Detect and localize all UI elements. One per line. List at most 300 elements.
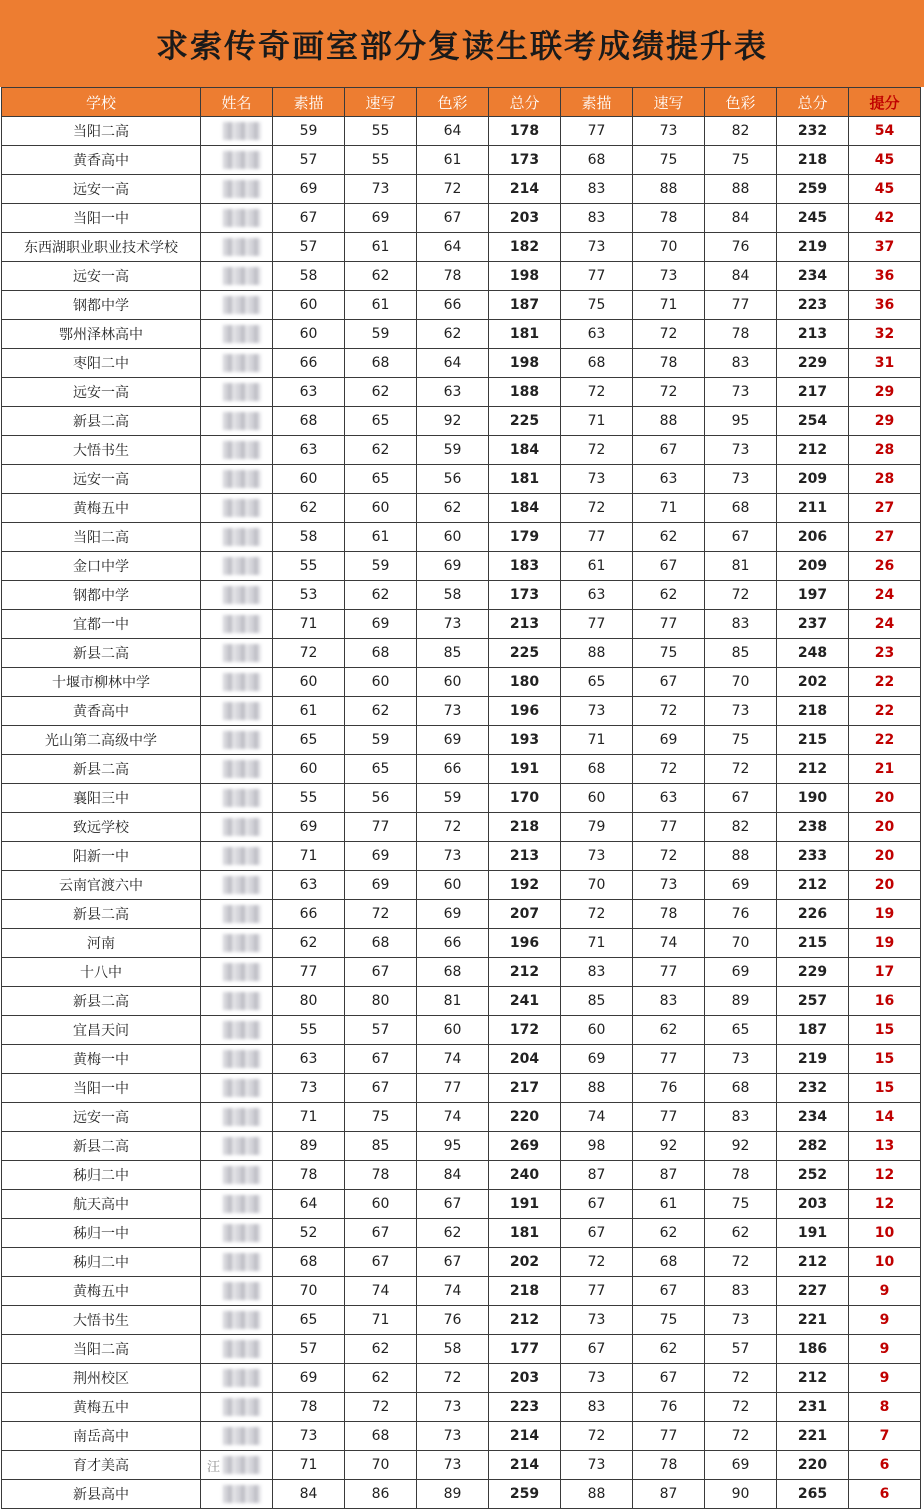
school-cell: 金口中学 xyxy=(2,552,201,581)
color-before-cell: 59 xyxy=(417,436,489,465)
quick-after-cell: 63 xyxy=(633,465,705,494)
table-row xyxy=(2,146,921,175)
sketch-after-cell: 61 xyxy=(561,552,633,581)
color-after-cell: 67 xyxy=(705,784,777,813)
name-cell xyxy=(201,1422,273,1451)
color-before-cell: 64 xyxy=(417,349,489,378)
name-redaction-blur xyxy=(223,151,261,169)
table-row xyxy=(2,813,921,842)
gain-cell: 10 xyxy=(849,1248,921,1277)
total-before-cell: 179 xyxy=(489,523,561,552)
school-cell: 致远学校 xyxy=(2,813,201,842)
student-name xyxy=(201,443,207,458)
sketch-after-cell: 60 xyxy=(561,784,633,813)
total-after-cell: 232 xyxy=(777,1074,849,1103)
gain-cell: 22 xyxy=(849,697,921,726)
name-cell xyxy=(201,262,273,291)
total-before-cell: 269 xyxy=(489,1132,561,1161)
quick-after-cell: 76 xyxy=(633,1074,705,1103)
sketch-before-cell: 70 xyxy=(273,1277,345,1306)
school-cell: 远安一高 xyxy=(2,465,201,494)
student-name xyxy=(201,269,207,284)
color-after-cell: 76 xyxy=(705,900,777,929)
quick-before-cell: 68 xyxy=(345,1422,417,1451)
name-redaction-blur xyxy=(223,702,261,720)
total-after-cell: 223 xyxy=(777,291,849,320)
sketch-before-cell: 71 xyxy=(273,1451,345,1480)
gain-cell: 10 xyxy=(849,1219,921,1248)
gain-cell: 22 xyxy=(849,726,921,755)
gain-cell: 6 xyxy=(849,1480,921,1509)
school-cell: 当阳二高 xyxy=(2,523,201,552)
student-name xyxy=(201,153,207,168)
quick-before-cell: 59 xyxy=(345,320,417,349)
student-name xyxy=(201,1313,207,1328)
quick-before-cell: 59 xyxy=(345,552,417,581)
quick-after-cell: 77 xyxy=(633,1422,705,1451)
student-name xyxy=(201,1255,207,1270)
student-name xyxy=(201,1052,207,1067)
total-after-cell: 252 xyxy=(777,1161,849,1190)
gain-cell: 19 xyxy=(849,929,921,958)
gain-cell: 20 xyxy=(849,784,921,813)
total-before-cell: 193 xyxy=(489,726,561,755)
name-cell xyxy=(201,697,273,726)
gain-cell: 9 xyxy=(849,1306,921,1335)
color-before-cell: 73 xyxy=(417,610,489,639)
color-before-cell: 84 xyxy=(417,1161,489,1190)
total-before-cell: 203 xyxy=(489,204,561,233)
quick-before-cell: 67 xyxy=(345,1219,417,1248)
name-redaction-blur xyxy=(223,1369,261,1387)
color-after-cell: 72 xyxy=(705,1248,777,1277)
sketch-before-cell: 60 xyxy=(273,320,345,349)
student-name xyxy=(201,1371,207,1386)
sketch-before-cell: 72 xyxy=(273,639,345,668)
total-after-cell: 226 xyxy=(777,900,849,929)
sketch-before-cell: 69 xyxy=(273,175,345,204)
gain-cell: 27 xyxy=(849,494,921,523)
header-school: 学校 xyxy=(2,88,201,117)
color-after-cell: 75 xyxy=(705,146,777,175)
color-after-cell: 83 xyxy=(705,610,777,639)
student-name xyxy=(201,762,207,777)
total-before-cell: 196 xyxy=(489,697,561,726)
quick-after-cell: 73 xyxy=(633,117,705,146)
table-row xyxy=(2,117,921,146)
quick-after-cell: 67 xyxy=(633,668,705,697)
name-cell xyxy=(201,1306,273,1335)
color-before-cell: 62 xyxy=(417,320,489,349)
total-after-cell: 220 xyxy=(777,1451,849,1480)
total-after-cell: 212 xyxy=(777,1364,849,1393)
table-row xyxy=(2,349,921,378)
total-before-cell: 184 xyxy=(489,494,561,523)
sketch-before-cell: 58 xyxy=(273,523,345,552)
total-before-cell: 223 xyxy=(489,1393,561,1422)
color-after-cell: 73 xyxy=(705,378,777,407)
sketch-before-cell: 84 xyxy=(273,1480,345,1509)
table-row xyxy=(2,320,921,349)
name-cell xyxy=(201,1045,273,1074)
sketch-after-cell: 72 xyxy=(561,436,633,465)
color-after-cell: 88 xyxy=(705,175,777,204)
quick-before-cell: 55 xyxy=(345,117,417,146)
sketch-after-cell: 73 xyxy=(561,1306,633,1335)
name-redaction-blur xyxy=(223,934,261,952)
sketch-before-cell: 55 xyxy=(273,552,345,581)
total-before-cell: 172 xyxy=(489,1016,561,1045)
total-after-cell: 186 xyxy=(777,1335,849,1364)
quick-before-cell: 62 xyxy=(345,436,417,465)
student-name xyxy=(201,1226,207,1241)
quick-after-cell: 75 xyxy=(633,1306,705,1335)
gain-cell: 54 xyxy=(849,117,921,146)
table-row xyxy=(2,1393,921,1422)
color-before-cell: 59 xyxy=(417,784,489,813)
name-redaction-blur xyxy=(223,209,261,227)
color-after-cell: 83 xyxy=(705,1103,777,1132)
color-after-cell: 85 xyxy=(705,639,777,668)
school-cell: 秭归二中 xyxy=(2,1161,201,1190)
total-after-cell: 265 xyxy=(777,1480,849,1509)
color-before-cell: 66 xyxy=(417,929,489,958)
quick-before-cell: 62 xyxy=(345,1364,417,1393)
name-cell xyxy=(201,1335,273,1364)
total-before-cell: 214 xyxy=(489,1422,561,1451)
header-row xyxy=(2,88,921,117)
name-redaction-blur xyxy=(223,1485,261,1503)
sketch-before-cell: 57 xyxy=(273,233,345,262)
sketch-after-cell: 77 xyxy=(561,610,633,639)
total-after-cell: 212 xyxy=(777,1248,849,1277)
quick-after-cell: 72 xyxy=(633,842,705,871)
quick-before-cell: 61 xyxy=(345,523,417,552)
total-after-cell: 232 xyxy=(777,117,849,146)
student-name xyxy=(201,675,207,690)
name-cell xyxy=(201,523,273,552)
quick-before-cell: 57 xyxy=(345,1016,417,1045)
student-name xyxy=(201,733,207,748)
total-after-cell: 187 xyxy=(777,1016,849,1045)
color-after-cell: 68 xyxy=(705,494,777,523)
name-cell xyxy=(201,813,273,842)
quick-before-cell: 72 xyxy=(345,900,417,929)
quick-after-cell: 77 xyxy=(633,1103,705,1132)
school-cell: 黄香高中 xyxy=(2,146,201,175)
sketch-before-cell: 73 xyxy=(273,1422,345,1451)
color-after-cell: 70 xyxy=(705,668,777,697)
gain-cell: 9 xyxy=(849,1364,921,1393)
table-row xyxy=(2,1074,921,1103)
total-before-cell: 240 xyxy=(489,1161,561,1190)
sketch-before-cell: 78 xyxy=(273,1161,345,1190)
color-after-cell: 77 xyxy=(705,291,777,320)
quick-after-cell: 67 xyxy=(633,1364,705,1393)
table-row xyxy=(2,262,921,291)
quick-before-cell: 67 xyxy=(345,1248,417,1277)
table-row xyxy=(2,958,921,987)
color-after-cell: 78 xyxy=(705,320,777,349)
school-cell: 新县二高 xyxy=(2,1132,201,1161)
gain-cell: 28 xyxy=(849,465,921,494)
total-before-cell: 218 xyxy=(489,813,561,842)
student-name xyxy=(201,1110,207,1125)
name-redaction-blur xyxy=(223,760,261,778)
color-after-cell: 81 xyxy=(705,552,777,581)
name-redaction-blur xyxy=(223,1195,261,1213)
color-after-cell: 67 xyxy=(705,523,777,552)
color-before-cell: 64 xyxy=(417,117,489,146)
school-cell: 新县高中 xyxy=(2,1480,201,1509)
color-before-cell: 68 xyxy=(417,958,489,987)
sketch-after-cell: 83 xyxy=(561,958,633,987)
table-row xyxy=(2,639,921,668)
quick-after-cell: 74 xyxy=(633,929,705,958)
quick-after-cell: 71 xyxy=(633,291,705,320)
table-row xyxy=(2,436,921,465)
total-after-cell: 218 xyxy=(777,146,849,175)
total-after-cell: 218 xyxy=(777,697,849,726)
quick-after-cell: 88 xyxy=(633,175,705,204)
total-before-cell: 213 xyxy=(489,842,561,871)
total-before-cell: 177 xyxy=(489,1335,561,1364)
sketch-after-cell: 69 xyxy=(561,1045,633,1074)
name-cell xyxy=(201,1480,273,1509)
table-row xyxy=(2,726,921,755)
total-after-cell: 197 xyxy=(777,581,849,610)
name-redaction-blur xyxy=(223,847,261,865)
color-before-cell: 60 xyxy=(417,523,489,552)
name-cell xyxy=(201,581,273,610)
quick-after-cell: 62 xyxy=(633,581,705,610)
table-row xyxy=(2,842,921,871)
sketch-after-cell: 83 xyxy=(561,175,633,204)
name-cell xyxy=(201,552,273,581)
name-cell xyxy=(201,1190,273,1219)
color-before-cell: 69 xyxy=(417,552,489,581)
color-before-cell: 62 xyxy=(417,1219,489,1248)
gain-cell: 23 xyxy=(849,639,921,668)
name-cell xyxy=(201,958,273,987)
quick-after-cell: 67 xyxy=(633,1277,705,1306)
total-after-cell: 257 xyxy=(777,987,849,1016)
student-name xyxy=(201,878,207,893)
sketch-before-cell: 62 xyxy=(273,929,345,958)
color-after-cell: 90 xyxy=(705,1480,777,1509)
name-redaction-blur xyxy=(223,1166,261,1184)
gain-cell: 20 xyxy=(849,842,921,871)
quick-after-cell: 75 xyxy=(633,639,705,668)
total-after-cell: 245 xyxy=(777,204,849,233)
quick-after-cell: 72 xyxy=(633,755,705,784)
name-redaction-blur xyxy=(223,383,261,401)
sketch-before-cell: 60 xyxy=(273,291,345,320)
student-name xyxy=(201,240,207,255)
sketch-before-cell: 66 xyxy=(273,900,345,929)
total-before-cell: 218 xyxy=(489,1277,561,1306)
header-color-before: 色彩 xyxy=(417,88,489,117)
header-gain: 提分 xyxy=(849,88,921,117)
sketch-after-cell: 73 xyxy=(561,233,633,262)
total-before-cell: 181 xyxy=(489,465,561,494)
school-cell: 河南 xyxy=(2,929,201,958)
name-cell xyxy=(201,929,273,958)
quick-after-cell: 63 xyxy=(633,784,705,813)
name-redaction-blur xyxy=(223,673,261,691)
gain-cell: 6 xyxy=(849,1451,921,1480)
quick-before-cell: 80 xyxy=(345,987,417,1016)
student-name xyxy=(201,936,207,951)
color-after-cell: 95 xyxy=(705,407,777,436)
total-after-cell: 237 xyxy=(777,610,849,639)
name-redaction-blur xyxy=(223,122,261,140)
color-before-cell: 60 xyxy=(417,871,489,900)
quick-before-cell: 61 xyxy=(345,233,417,262)
name-redaction-blur xyxy=(223,267,261,285)
student-name xyxy=(201,501,207,516)
color-after-cell: 89 xyxy=(705,987,777,1016)
student-name xyxy=(201,327,207,342)
student-name xyxy=(201,1197,207,1212)
quick-before-cell: 67 xyxy=(345,958,417,987)
color-before-cell: 58 xyxy=(417,1335,489,1364)
sketch-after-cell: 65 xyxy=(561,668,633,697)
name-cell xyxy=(201,1103,273,1132)
color-before-cell: 74 xyxy=(417,1045,489,1074)
name-redaction-blur xyxy=(223,789,261,807)
total-after-cell: 217 xyxy=(777,378,849,407)
total-before-cell: 203 xyxy=(489,1364,561,1393)
color-before-cell: 73 xyxy=(417,1422,489,1451)
sketch-before-cell: 66 xyxy=(273,349,345,378)
color-after-cell: 57 xyxy=(705,1335,777,1364)
school-cell: 钢都中学 xyxy=(2,581,201,610)
sketch-before-cell: 61 xyxy=(273,697,345,726)
quick-after-cell: 87 xyxy=(633,1480,705,1509)
name-redaction-blur xyxy=(223,1456,261,1474)
school-cell: 枣阳二中 xyxy=(2,349,201,378)
sketch-after-cell: 68 xyxy=(561,349,633,378)
quick-before-cell: 56 xyxy=(345,784,417,813)
sketch-before-cell: 63 xyxy=(273,1045,345,1074)
total-after-cell: 203 xyxy=(777,1190,849,1219)
school-cell: 秭归一中 xyxy=(2,1219,201,1248)
total-after-cell: 238 xyxy=(777,813,849,842)
name-cell xyxy=(201,900,273,929)
quick-after-cell: 83 xyxy=(633,987,705,1016)
school-cell: 黄梅五中 xyxy=(2,1393,201,1422)
total-after-cell: 190 xyxy=(777,784,849,813)
gain-cell: 12 xyxy=(849,1190,921,1219)
total-after-cell: 215 xyxy=(777,726,849,755)
student-name xyxy=(201,588,207,603)
gain-cell: 19 xyxy=(849,900,921,929)
name-cell xyxy=(201,175,273,204)
quick-before-cell: 65 xyxy=(345,755,417,784)
color-before-cell: 76 xyxy=(417,1306,489,1335)
quick-after-cell: 62 xyxy=(633,523,705,552)
header-sketch-after: 素描 xyxy=(561,88,633,117)
table-row xyxy=(2,1045,921,1074)
name-cell xyxy=(201,1364,273,1393)
school-cell: 远安一高 xyxy=(2,378,201,407)
sketch-after-cell: 67 xyxy=(561,1219,633,1248)
name-cell xyxy=(201,987,273,1016)
name-redaction-blur xyxy=(223,1224,261,1242)
total-after-cell: 248 xyxy=(777,639,849,668)
quick-before-cell: 69 xyxy=(345,871,417,900)
color-after-cell: 82 xyxy=(705,813,777,842)
table-row xyxy=(2,929,921,958)
total-before-cell: 180 xyxy=(489,668,561,697)
quick-after-cell: 61 xyxy=(633,1190,705,1219)
table-row xyxy=(2,1422,921,1451)
name-redaction-blur xyxy=(223,470,261,488)
school-cell: 东西湖职业职业技术学校 xyxy=(2,233,201,262)
sketch-before-cell: 60 xyxy=(273,755,345,784)
school-cell: 黄梅五中 xyxy=(2,1277,201,1306)
school-cell: 远安一高 xyxy=(2,175,201,204)
student-name xyxy=(201,1284,207,1299)
quick-before-cell: 69 xyxy=(345,610,417,639)
name-redaction-blur xyxy=(223,412,261,430)
header-total-after: 总分 xyxy=(777,88,849,117)
sketch-before-cell: 71 xyxy=(273,610,345,639)
total-after-cell: 202 xyxy=(777,668,849,697)
student-name xyxy=(201,1081,207,1096)
total-before-cell: 204 xyxy=(489,1045,561,1074)
total-after-cell: 227 xyxy=(777,1277,849,1306)
name-redaction-blur xyxy=(223,1253,261,1271)
header-total-before: 总分 xyxy=(489,88,561,117)
name-redaction-blur xyxy=(223,1427,261,1445)
student-name xyxy=(201,182,207,197)
header-color-after: 色彩 xyxy=(705,88,777,117)
total-before-cell: 212 xyxy=(489,1306,561,1335)
color-after-cell: 73 xyxy=(705,436,777,465)
total-after-cell: 209 xyxy=(777,465,849,494)
gain-cell: 29 xyxy=(849,407,921,436)
sketch-before-cell: 80 xyxy=(273,987,345,1016)
quick-after-cell: 78 xyxy=(633,1451,705,1480)
page-title: 求索传奇画室部分复读生联考成绩提升表 xyxy=(155,26,768,65)
school-cell: 黄香高中 xyxy=(2,697,201,726)
color-before-cell: 73 xyxy=(417,1393,489,1422)
gain-cell: 13 xyxy=(849,1132,921,1161)
sketch-after-cell: 79 xyxy=(561,813,633,842)
school-cell: 黄梅五中 xyxy=(2,494,201,523)
gain-cell: 28 xyxy=(849,436,921,465)
color-after-cell: 83 xyxy=(705,349,777,378)
sketch-after-cell: 88 xyxy=(561,639,633,668)
color-before-cell: 67 xyxy=(417,204,489,233)
total-before-cell: 198 xyxy=(489,262,561,291)
total-after-cell: 212 xyxy=(777,871,849,900)
school-cell: 荆州校区 xyxy=(2,1364,201,1393)
color-before-cell: 73 xyxy=(417,842,489,871)
color-before-cell: 85 xyxy=(417,639,489,668)
total-after-cell: 233 xyxy=(777,842,849,871)
name-redaction-blur xyxy=(223,499,261,517)
name-redaction-blur xyxy=(223,1108,261,1126)
total-after-cell: 212 xyxy=(777,755,849,784)
name-cell xyxy=(201,1161,273,1190)
table-row xyxy=(2,610,921,639)
color-before-cell: 69 xyxy=(417,726,489,755)
student-name xyxy=(201,820,207,835)
quick-after-cell: 76 xyxy=(633,1393,705,1422)
